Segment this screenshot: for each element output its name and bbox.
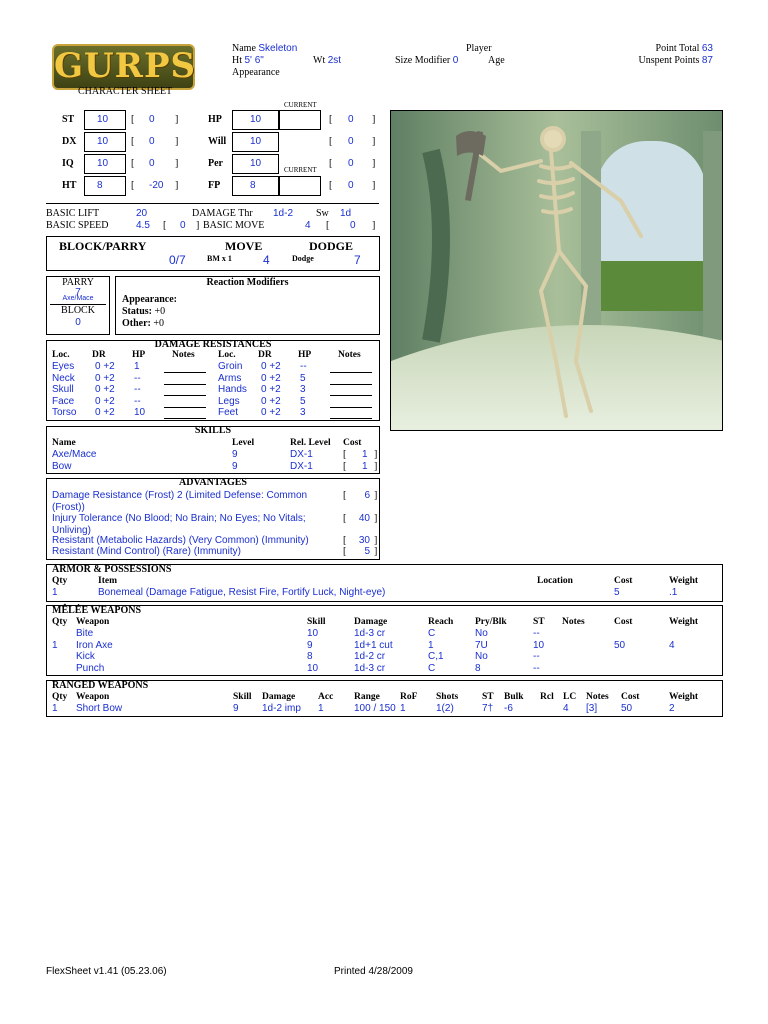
bracket-open: [ <box>343 513 347 524</box>
advantage-cost[interactable]: 5 <box>364 546 370 557</box>
basic-move[interactable]: 4 <box>305 220 311 231</box>
ranged-header-2: Skill <box>233 692 252 702</box>
attr-cost-ht[interactable]: -20 <box>149 180 164 191</box>
ranged-weight: 2 <box>669 703 675 714</box>
name-row: Name Skeleton <box>232 43 298 54</box>
player-label: Player <box>466 43 492 54</box>
armor-header-0: Qty <box>52 576 68 586</box>
armor-title: ARMOR & POSSESSIONS <box>52 564 172 575</box>
reaction-appearance-row: Appearance: <box>122 294 177 305</box>
ranged-header-5: Range <box>354 692 380 702</box>
ranged-header-9: Bulk <box>504 692 524 702</box>
ranged-skill: 9 <box>233 703 239 714</box>
dr-value[interactable]: 0 +2 <box>95 407 115 418</box>
ranged-lc: 4 <box>563 703 569 714</box>
dr-notes-line[interactable] <box>164 372 206 373</box>
melee-pry: No <box>475 651 488 662</box>
ranged-damage: 1d-2 imp <box>262 703 301 714</box>
dr-hp[interactable]: 3 <box>300 407 306 418</box>
attr-value-st[interactable]: 10 <box>84 110 126 130</box>
ranged-header-13: Cost <box>621 692 640 702</box>
bracket-close: ] <box>175 136 179 147</box>
ranged-rof: 1 <box>400 703 406 714</box>
ranged-header-1: Weapon <box>76 692 110 702</box>
melee-skill: 10 <box>307 628 319 639</box>
dr-value[interactable]: 0 +2 <box>95 361 115 372</box>
dr-notes-line[interactable] <box>164 407 206 408</box>
dr-header-left-3: Notes <box>172 350 195 360</box>
ranged-header-0: Qty <box>52 692 68 702</box>
reaction-other[interactable]: +0 <box>153 318 165 329</box>
dr-loc-hands: Hands <box>218 384 247 395</box>
bracket-close: ] <box>372 114 376 125</box>
character-portrait <box>390 110 723 431</box>
advantage-line1: Resistant (Mind Control) (Rare) (Immunity) <box>52 546 241 557</box>
ranged-bulk: -6 <box>504 703 513 714</box>
ranged-header-14: Weight <box>669 692 699 702</box>
character-name[interactable]: Skeleton <box>258 43 298 54</box>
dr-header-right-0: Loc. <box>218 350 236 360</box>
dr-hp[interactable]: 10 <box>134 407 146 418</box>
armor-item[interactable]: Bonemeal (Damage Fatigue, Resist Fire, Fortify Luck, Night-eye) <box>98 587 386 598</box>
dr-loc-eyes: Eyes <box>52 361 75 372</box>
unspent-points-row: Unspent Points 87 <box>638 55 713 66</box>
sec-label-will: Will <box>208 136 227 147</box>
skill-name[interactable]: Bow <box>52 460 72 472</box>
bracket-close: ] <box>175 180 179 191</box>
armor-qty: 1 <box>52 587 58 598</box>
melee-damage: 1d+1 cut <box>354 639 393 651</box>
skill-name[interactable]: Axe/Mace <box>52 449 97 460</box>
bracket-close: ] <box>175 114 179 125</box>
dr-hp[interactable]: 1 <box>134 361 140 372</box>
skill-rel-level: DX-1 <box>290 449 313 460</box>
advantages-title: ADVANTAGES <box>179 477 247 488</box>
bracket-close: ] <box>372 136 376 147</box>
current-box[interactable] <box>279 110 321 130</box>
parry-label: PARRY <box>62 277 94 288</box>
ranged-header-6: RoF <box>400 692 418 702</box>
sec-label-fp: FP <box>208 180 221 191</box>
bracket-open: [ <box>329 180 333 191</box>
advantage-item[interactable] <box>52 535 337 547</box>
current-box[interactable] <box>279 176 321 196</box>
reaction-title: Reaction Modifiers <box>206 277 289 288</box>
sec-value-per[interactable]: 10 <box>232 154 279 174</box>
bracket-open: [ <box>329 136 333 147</box>
bracket-open: [ <box>343 460 347 472</box>
ranged-notes: [3] <box>586 703 598 714</box>
sec-value-hp[interactable]: 10 <box>232 110 279 130</box>
advantage-line1: Damage Resistance (Frost) 2 (Limited Defense: Common <box>52 490 308 501</box>
attr-cost-dx[interactable]: 0 <box>149 136 155 147</box>
attr-cost-iq[interactable]: 0 <box>149 158 155 169</box>
ranged-header-3: Damage <box>262 692 296 702</box>
bracket-close: ] <box>175 158 179 169</box>
skills-header-3: Cost <box>343 438 362 448</box>
bracket-close: ] <box>374 513 378 524</box>
ranged-header-7: Shots <box>436 692 459 702</box>
dr-loc-torso: Torso <box>52 407 77 418</box>
armor-header-1: Item <box>98 576 117 586</box>
bracket-open: [ <box>343 535 347 546</box>
dr-hp[interactable]: -- <box>134 384 141 395</box>
melee-weapon[interactable]: Iron Axe <box>76 639 113 651</box>
dr-loc-legs: Legs <box>218 395 240 407</box>
melee-header-9: Weight <box>669 617 699 627</box>
dodge-small-label: Dodge <box>292 254 314 263</box>
armor-weight: .1 <box>669 587 678 598</box>
parry-skill: Axe/Mace <box>62 295 94 302</box>
bracket-open: [ <box>343 490 347 501</box>
point-total[interactable]: 63 <box>701 43 713 54</box>
advantage-cost[interactable]: 6 <box>364 490 370 501</box>
bm-label: BM x 1 <box>207 254 232 263</box>
melee-skill: 8 <box>307 651 313 662</box>
melee-cost: 50 <box>614 639 626 651</box>
advantage-item[interactable] <box>52 513 337 536</box>
melee-reach: C <box>428 628 436 639</box>
dr-notes-line[interactable] <box>164 384 206 385</box>
melee-skill: 9 <box>307 639 313 651</box>
attr-value-iq[interactable]: 10 <box>84 154 126 174</box>
move-value[interactable]: 4 <box>263 253 270 267</box>
melee-pry: 8 <box>475 662 481 674</box>
block-parry-label: BLOCK/PARRY <box>59 239 147 253</box>
sheet-subtitle: CHARACTER SHEET <box>78 86 173 97</box>
skills-header-2: Rel. Level <box>290 438 331 448</box>
melee-qty: 1 <box>52 639 58 651</box>
bracket-open: [ <box>131 136 135 147</box>
dr-hp[interactable]: -- <box>134 372 141 384</box>
block-value[interactable]: 0 <box>75 317 81 328</box>
parry-value[interactable]: 7 <box>75 287 81 298</box>
ranged-cost: 50 <box>621 703 633 714</box>
basic-move-label: BASIC MOVE <box>203 220 265 231</box>
dr-header-left-1: DR <box>92 350 106 360</box>
advantage-item[interactable] <box>52 546 337 558</box>
basic-speed[interactable]: 4.5 <box>136 220 150 231</box>
dr-loc-feet: Feet <box>218 407 239 418</box>
dr-value[interactable]: 0 +2 <box>261 395 281 407</box>
advantage-line1: Injury Tolerance (No Blood; No Brain; No Eyes; No Vitals; <box>52 513 306 524</box>
character-weight[interactable]: 2st <box>327 55 342 66</box>
melee-header-2: Skill <box>307 617 326 627</box>
basic-speed-label: BASIC SPEED <box>46 220 109 231</box>
armor-header-2: Location <box>537 576 573 586</box>
melee-weapon[interactable]: Bite <box>76 628 94 639</box>
melee-reach: 1 <box>428 639 434 651</box>
dr-hp[interactable]: 5 <box>300 395 306 407</box>
size-modifier[interactable]: 0 <box>452 55 459 66</box>
ranged-shots: 1(2) <box>436 703 454 714</box>
melee-st: 10 <box>533 639 545 651</box>
dr-header-left-2: HP <box>132 350 146 360</box>
melee-reach: C <box>428 662 436 674</box>
melee-skill: 10 <box>307 662 319 674</box>
dr-notes-line[interactable] <box>330 372 372 373</box>
dr-header-right-1: DR <box>258 350 272 360</box>
attr-value-ht[interactable]: 8 <box>84 176 126 196</box>
bracket-open: [ <box>329 158 333 169</box>
melee-header-6: ST <box>533 617 545 627</box>
skills-title: SKILLS <box>194 425 232 436</box>
sec-cost-hp[interactable]: 0 <box>348 114 354 125</box>
advantage-line2: (Frost)) <box>52 501 85 513</box>
basic-lift[interactable]: 20 <box>136 208 148 219</box>
sec-value-will[interactable]: 10 <box>232 132 279 152</box>
reaction-status[interactable]: +0 <box>154 306 166 317</box>
melee-pry: No <box>475 628 488 639</box>
ranged-range: 100 / 150 <box>354 703 396 714</box>
block-parry-value[interactable]: 0/7 <box>169 253 186 267</box>
melee-st: -- <box>533 628 540 639</box>
armor-header-3: Cost <box>614 576 633 586</box>
melee-weight: 4 <box>669 639 675 651</box>
bracket-open: [ <box>343 449 347 460</box>
logo-text: GURPS <box>54 46 197 86</box>
ranged-header-4: Acc <box>318 692 334 702</box>
dr-value[interactable]: 0 +2 <box>261 407 281 418</box>
melee-header-0: Qty <box>52 617 68 627</box>
dodge-label: DODGE <box>309 239 354 253</box>
basic-speed-cost[interactable]: 0 <box>180 220 186 231</box>
armor-cost: 5 <box>614 587 620 598</box>
bracket-close: ] <box>374 449 378 460</box>
bracket-open: [ <box>131 158 135 169</box>
bracket-close: ] <box>374 546 378 557</box>
dr-notes-line[interactable] <box>330 407 372 408</box>
skeleton-image <box>391 111 723 431</box>
dr-loc-face: Face <box>52 395 75 407</box>
dr-value[interactable]: 0 +2 <box>261 361 281 372</box>
weight-row: Wt 2st <box>313 55 342 66</box>
current-label-hp: CURRENT <box>284 101 317 109</box>
melee-header-7: Notes <box>562 617 585 627</box>
melee-pry: 7U <box>475 639 488 651</box>
melee-header-5: Pry/Blk <box>475 617 507 627</box>
bracket-close: ] <box>374 490 378 501</box>
skill-cost[interactable]: 1 <box>362 460 368 472</box>
bracket-close: ] <box>374 460 378 472</box>
character-height[interactable]: 5' 6" <box>244 55 264 66</box>
attr-label-st: ST <box>62 114 75 125</box>
dr-header-right-3: Notes <box>338 350 361 360</box>
sec-value-fp[interactable]: 8 <box>232 176 279 196</box>
attr-label-dx: DX <box>62 136 77 147</box>
dr-value[interactable]: 0 +2 <box>95 372 115 384</box>
block-label: BLOCK <box>61 305 95 316</box>
melee-st: -- <box>533 651 540 662</box>
sec-cost-per[interactable]: 0 <box>348 158 354 169</box>
ranged-header-11: LC <box>563 692 577 702</box>
damage-sw-label: Sw <box>316 208 329 219</box>
dr-value[interactable]: 0 +2 <box>261 384 281 395</box>
ranged-header-12: Notes <box>586 692 609 702</box>
skill-cost[interactable]: 1 <box>362 449 368 460</box>
bracket-open: [ <box>343 546 347 557</box>
damage-sw[interactable]: 1d <box>340 208 352 219</box>
attr-label-ht: HT <box>62 180 77 191</box>
bracket-open: [ <box>131 180 135 191</box>
sec-label-hp: HP <box>208 114 222 125</box>
dr-value[interactable]: 0 +2 <box>95 384 115 395</box>
melee-damage: 1d-3 cr <box>354 628 386 639</box>
dr-notes-line[interactable] <box>164 418 206 419</box>
bracket-open: [ <box>131 114 135 125</box>
move-label: MOVE <box>225 239 263 253</box>
flexsheet-version: FlexSheet v1.41 (05.23.06) <box>46 966 167 977</box>
melee-weapon[interactable]: Kick <box>76 651 95 662</box>
advantage-line2: Unliving) <box>52 524 91 536</box>
skill-level: 9 <box>232 449 238 460</box>
dr-loc-skull: Skull <box>52 384 74 395</box>
printed-date: Printed 4/28/2009 <box>334 966 413 977</box>
ranged-weapon[interactable]: Short Bow <box>76 703 123 714</box>
melee-weapon[interactable]: Punch <box>76 662 105 674</box>
dr-hp[interactable]: 5 <box>300 372 306 384</box>
ranged-acc: 1 <box>318 703 324 714</box>
melee-reach: C,1 <box>428 651 444 662</box>
armor-header-4: Weight <box>669 576 699 586</box>
advantage-line1: Resistant (Metabolic Hazards) (Very Common) (Immunity) <box>52 535 309 546</box>
current-label-fp: CURRENT <box>284 166 317 174</box>
melee-header-4: Reach <box>428 617 454 627</box>
skill-rel-level: DX-1 <box>290 460 313 472</box>
dr-hp[interactable]: 3 <box>300 384 306 395</box>
dr-hp[interactable]: -- <box>300 361 307 372</box>
gurps-logo <box>52 44 195 90</box>
dr-loc-neck: Neck <box>52 372 75 384</box>
ranged-header-8: ST <box>482 692 494 702</box>
attr-value-dx[interactable]: 10 <box>84 132 126 152</box>
damage-thr-label: DAMAGE Thr <box>192 208 253 219</box>
dr-header-left-0: Loc. <box>52 350 70 360</box>
dr-hp[interactable]: -- <box>134 395 141 407</box>
bracket-close: ] <box>372 158 376 169</box>
attr-label-iq: IQ <box>62 158 74 169</box>
sec-cost-will[interactable]: 0 <box>348 136 354 147</box>
ranged-header-10: Rcl <box>540 692 554 702</box>
melee-header-3: Damage <box>354 617 388 627</box>
dr-loc-arms: Arms <box>218 372 242 384</box>
appearance-label: Appearance <box>232 67 280 78</box>
bracket-close: ] <box>374 535 378 546</box>
unspent-points[interactable]: 87 <box>701 55 713 66</box>
melee-header-8: Cost <box>614 617 633 627</box>
skill-level: 9 <box>232 460 238 472</box>
dr-notes-line[interactable] <box>330 384 372 385</box>
sec-label-per: Per <box>208 158 223 169</box>
melee-title: MÊLÉE WEAPONS <box>52 605 141 616</box>
advantage-item[interactable] <box>52 490 337 513</box>
skills-header-1: Level <box>232 438 255 448</box>
basic-move-cost[interactable]: 0 <box>350 220 356 231</box>
melee-damage: 1d-3 cr <box>354 662 386 674</box>
basic-lift-label: BASIC LIFT <box>46 208 100 219</box>
dr-loc-groin: Groin <box>218 361 243 372</box>
advantage-cost[interactable]: 30 <box>358 535 370 546</box>
bracket-open: [ <box>329 114 333 125</box>
dr-notes-line[interactable] <box>330 395 372 396</box>
dr-value[interactable]: 0 +2 <box>95 395 115 407</box>
size-modifier-row: Size Modifier 0 <box>395 55 459 66</box>
damage-thr[interactable]: 1d-2 <box>273 208 294 219</box>
reaction-status-row: Status: +0 <box>122 306 166 317</box>
reaction-other-row: Other: +0 <box>122 318 165 329</box>
dodge-value[interactable]: 7 <box>354 253 361 267</box>
attr-cost-st[interactable]: 0 <box>149 114 155 125</box>
dr-notes-line[interactable] <box>330 418 372 419</box>
dr-header-right-2: HP <box>298 350 312 360</box>
ranged-title: RANGED WEAPONS <box>52 680 149 691</box>
point-total-row: Point Total 63 <box>655 43 713 54</box>
bracket-close: ] <box>372 180 376 191</box>
age-label: Age <box>488 55 505 66</box>
sec-cost-fp[interactable]: 0 <box>348 180 354 191</box>
melee-st: -- <box>533 662 540 674</box>
height-row: Ht 5' 6" <box>232 55 264 66</box>
dr-notes-line[interactable] <box>164 395 206 396</box>
damage-resistances-title: DAMAGE RESISTANCES <box>154 339 272 350</box>
ranged-st: 7† <box>482 703 494 714</box>
skills-header-0: Name <box>52 438 76 448</box>
advantage-cost[interactable]: 40 <box>358 513 370 524</box>
melee-header-1: Weapon <box>76 617 110 627</box>
dr-value[interactable]: 0 +2 <box>261 372 281 384</box>
melee-damage: 1d-2 cr <box>354 651 386 662</box>
ranged-qty: 1 <box>52 703 58 714</box>
